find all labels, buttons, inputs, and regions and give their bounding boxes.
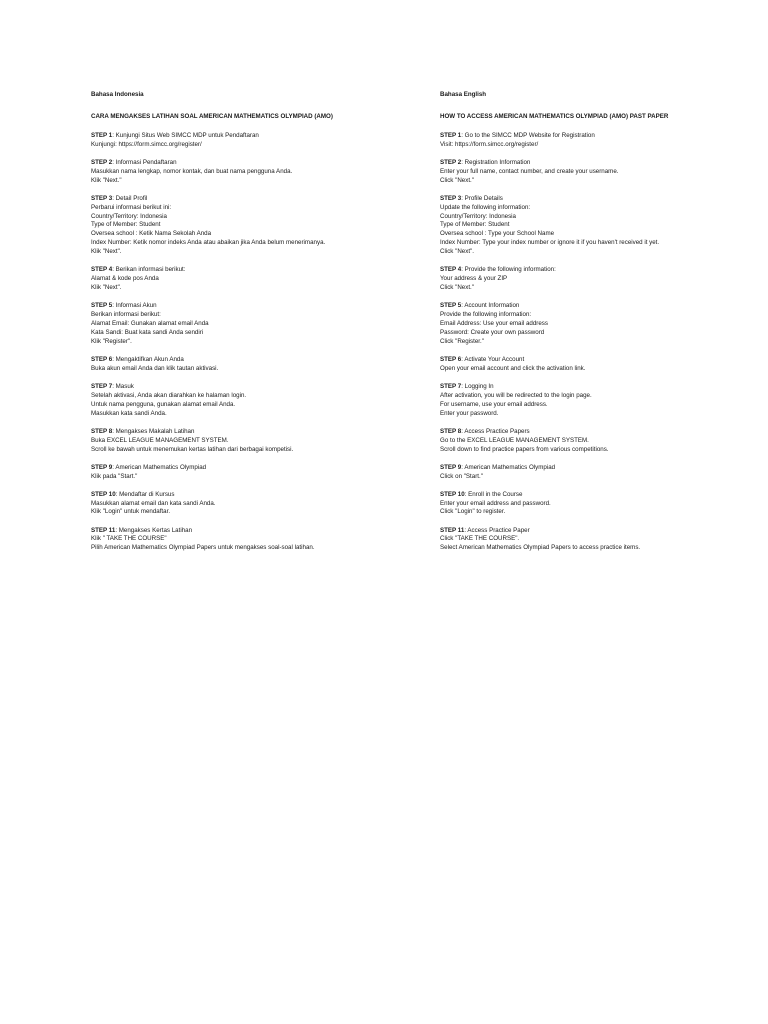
step-line: Untuk nama pengguna, gunakan alamat email Anda. — [91, 400, 236, 408]
step-number: STEP 1 — [440, 131, 462, 139]
step-heading — [440, 527, 740, 536]
step-heading — [91, 302, 391, 311]
step-heading-text: : Access Practice Papers — [461, 427, 530, 435]
step-heading-text: : Mengakses Makalah Latihan — [112, 427, 195, 435]
step-line: Click "TAKE THE COURSE". — [440, 535, 520, 543]
step-line: Klik "Next". — [91, 248, 122, 256]
step-number: STEP 11 — [91, 526, 116, 534]
step-line: Click "Next". — [440, 248, 474, 256]
step-number: STEP 3 — [440, 194, 462, 202]
indonesian-column — [91, 91, 391, 562]
step-line: Oversea school : Type your School Name — [440, 230, 555, 238]
step-block — [91, 383, 391, 419]
step-heading — [440, 302, 740, 311]
step-line: Klik "Next." — [91, 176, 122, 184]
step-block — [440, 527, 740, 554]
step-heading — [91, 491, 391, 500]
step-line: Provide the following information: — [440, 311, 532, 319]
step-line: Click "Register." — [440, 337, 484, 345]
step-heading-text: : Registration Information — [461, 158, 531, 166]
step-line: Klik "Login" untuk mendaftar. — [91, 508, 171, 516]
step-line: Click "Login" to register. — [440, 508, 506, 516]
step-heading — [440, 159, 740, 168]
step-line: Masukkan alamat email dan kata sandi Anda. — [91, 499, 216, 507]
step-block — [440, 159, 740, 186]
step-block — [440, 302, 740, 347]
step-heading — [91, 464, 391, 473]
step-block — [91, 356, 391, 374]
step-line: Perbarui informasi berikut ini: — [91, 203, 172, 211]
step-heading — [440, 356, 740, 365]
step-block — [91, 266, 391, 293]
step-line: Type of Member: Student — [91, 221, 161, 229]
step-block — [91, 527, 391, 554]
step-heading-text: : Masuk — [112, 382, 134, 390]
step-block — [440, 464, 740, 482]
document-title: CARA MENGAKSES LATIHAN SOAL AMERICAN MATHEMATICS OLYMPIAD (AMO) — [91, 112, 333, 120]
step-line: Buka EXCEL LEAGUE MANAGEMENT SYSTEM. — [91, 436, 229, 444]
step-number: STEP 9 — [440, 463, 462, 471]
step-heading-text: : American Mathematics Olympiad — [112, 463, 207, 471]
step-line: Update the following information: — [440, 203, 531, 211]
step-line: Enter your password. — [440, 409, 499, 417]
step-line: Scroll ke bawah untuk menemukan kertas latihan dari berbagai kompetisi. — [91, 445, 294, 453]
step-line: Select American Mathematics Olympiad Papers to access practice items. — [440, 544, 641, 552]
step-number: STEP 10 — [440, 490, 465, 498]
step-heading — [91, 195, 391, 204]
step-line: Masukkan nama lengkap, nomor kontak, dan buat nama pengguna Anda. — [91, 167, 293, 175]
step-number: STEP 9 — [91, 463, 113, 471]
step-heading — [440, 195, 740, 204]
step-line: Country/Territory: Indonesia — [440, 212, 517, 220]
step-heading-text: : Berikan informasi berikut: — [112, 266, 186, 274]
language-label: Bahasa Indonesia — [91, 91, 144, 98]
step-heading-text: : Profile Details — [461, 194, 503, 202]
step-heading — [91, 266, 391, 275]
step-heading-text: : American Mathematics Olympiad — [461, 463, 556, 471]
step-line: Type of Member: Student — [440, 221, 510, 229]
step-number: STEP 8 — [91, 427, 113, 435]
step-line: Click "Next." — [440, 176, 474, 184]
step-heading-text: : Account Information — [461, 302, 520, 310]
step-number: STEP 10 — [91, 490, 116, 498]
step-number: STEP 6 — [91, 355, 113, 363]
step-heading — [91, 527, 391, 536]
step-heading — [440, 428, 740, 437]
step-heading-text: : Mendaftar di Kursus — [115, 490, 175, 498]
step-heading — [91, 383, 391, 392]
step-number: STEP 4 — [440, 266, 462, 274]
step-line: Alamat & kode pos Anda — [91, 275, 159, 283]
step-block — [91, 491, 391, 518]
step-line: For username, use your email address. — [440, 400, 548, 408]
step-line: Index Number: Type your index number or ignore it if you haven't received it yet. — [440, 239, 660, 247]
step-block — [440, 266, 740, 293]
step-heading-text: : Mengakses Kertas Latihan — [115, 526, 193, 534]
step-heading-text: : Kunjungi Situs Web SIMCC MDP untuk Pendaftaran — [112, 131, 259, 139]
step-block — [91, 464, 391, 482]
step-heading-text: : Informasi Pendaftaran — [112, 158, 177, 166]
step-number: STEP 8 — [440, 427, 462, 435]
step-number: STEP 11 — [440, 526, 465, 534]
step-heading — [91, 132, 391, 141]
step-heading — [91, 356, 391, 365]
step-number: STEP 2 — [91, 158, 113, 166]
step-block — [91, 302, 391, 347]
step-number: STEP 1 — [91, 131, 113, 139]
step-line: Click "Next." — [440, 284, 474, 292]
step-heading — [440, 383, 740, 392]
step-line: Pilih American Mathematics Olympiad Papers untuk mengakses soal-soal latihan. — [91, 544, 315, 552]
step-line: Klik "Next". — [91, 284, 122, 292]
step-heading-text: : Mengaktifkan Akun Anda — [112, 355, 184, 363]
document-title: HOW TO ACCESS AMERICAN MATHEMATICS OLYMPIAD (AMO) PAST PAPER — [440, 112, 669, 120]
step-number: STEP 5 — [91, 302, 113, 310]
step-line: Masukkan kata sandi Anda. — [91, 409, 167, 417]
step-heading-text: : Logging In — [461, 382, 494, 390]
step-number: STEP 7 — [440, 382, 462, 390]
step-line: Klik pada "Start." — [91, 472, 138, 480]
step-list — [440, 132, 740, 553]
step-list — [91, 132, 391, 553]
step-block — [91, 132, 391, 150]
step-line: Kata Sandi: Buat kata sandi Anda sendiri — [91, 328, 204, 336]
step-heading-text: : Go to the SIMCC MDP Website for Registration — [461, 131, 595, 139]
step-number: STEP 3 — [91, 194, 113, 202]
step-line: Setelah aktivasi, Anda akan diarahkan ke halaman login. — [91, 391, 247, 399]
step-line: Buka akun email Anda dan klik tautan aktivasi. — [91, 364, 219, 372]
step-heading — [91, 159, 391, 168]
step-heading — [440, 491, 740, 500]
step-block — [440, 132, 740, 150]
step-block — [91, 159, 391, 186]
step-block — [440, 356, 740, 374]
step-block — [91, 195, 391, 257]
step-heading-text: : Activate Your Account — [461, 355, 525, 363]
step-line: Klik " TAKE THE COURSE" — [91, 535, 167, 543]
step-line: Klik "Register". — [91, 337, 132, 345]
step-heading-text: : Enroll in the Course — [464, 490, 523, 498]
step-line: After activation, you will be redirected to the login page. — [440, 391, 592, 399]
step-line: Click on "Start." — [440, 472, 483, 480]
step-heading — [440, 266, 740, 275]
step-block — [440, 428, 740, 455]
step-line: Berikan informasi berikut: — [91, 311, 161, 319]
step-heading — [440, 132, 740, 141]
step-line: Open your email account and click the activation link. — [440, 364, 586, 372]
step-heading-text: : Access Practice Paper — [464, 526, 530, 534]
step-line: Scroll down to find practice papers from various competitions. — [440, 445, 609, 453]
step-line: Index Number: Ketik nomor indeks Anda atau abaikan jika Anda belum menerimanya. — [91, 239, 326, 247]
step-line: Oversea school : Ketik Nama Sekolah Anda — [91, 230, 212, 238]
step-block — [91, 428, 391, 455]
step-line: Country/Territory: Indonesia — [91, 212, 168, 220]
step-line: Enter your full name, contact number, and create your username. — [440, 167, 619, 175]
step-line: Alamat Email: Gunakan alamat email Anda — [91, 319, 209, 327]
step-line: Email Address: Use your email address — [440, 319, 548, 327]
step-heading — [91, 428, 391, 437]
step-block — [440, 383, 740, 419]
step-heading-text: : Detail Profil — [112, 194, 148, 202]
step-line: Go to the EXCEL LEAGUE MANAGEMENT SYSTEM. — [440, 436, 589, 444]
step-number: STEP 5 — [440, 302, 462, 310]
step-line: Your address & your ZIP — [440, 275, 508, 283]
step-number: STEP 6 — [440, 355, 462, 363]
step-number: STEP 7 — [91, 382, 113, 390]
step-line: Enter your email address and password. — [440, 499, 551, 507]
step-heading-text: : Informasi Akun — [112, 302, 157, 310]
english-column — [440, 91, 740, 562]
step-line: Visit: https://form.simcc.org/register/ — [440, 140, 539, 148]
step-line: Password: Create your own password — [440, 328, 545, 336]
language-label: Bahasa English — [440, 91, 487, 98]
step-heading-text: : Provide the following information: — [461, 266, 556, 274]
step-heading — [440, 464, 740, 473]
step-block — [440, 195, 740, 257]
step-line: Kunjungi: https://form.simcc.org/register/ — [91, 140, 202, 148]
step-number: STEP 4 — [91, 266, 113, 274]
step-block — [440, 491, 740, 518]
step-number: STEP 2 — [440, 158, 462, 166]
